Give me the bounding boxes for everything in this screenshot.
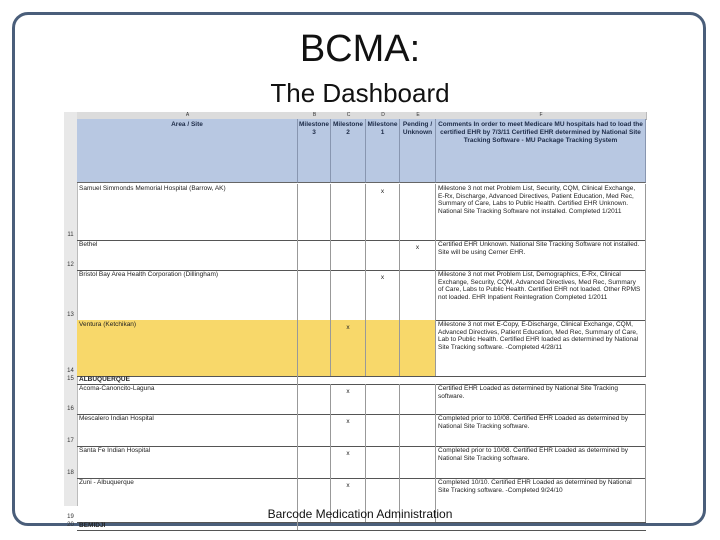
row-number: 12 — [67, 262, 74, 268]
cell-m2: x — [331, 384, 366, 414]
column-letter-e: E — [400, 112, 437, 120]
cell-site: Ventura (Ketchikan) — [77, 320, 298, 376]
cell-comment: Milestone 3 not met E-Copy, E-Discharge, Clinical Exchange, CQM, Advanced Directives, Patient Education, Med Rec, Summary of Care, Lab to Public Health. Certified EHR loaded as determined by National Site Tracking software. -Completed 4/28/11 — [436, 320, 646, 376]
cell-m1 — [366, 240, 400, 270]
table-row — [77, 446, 646, 479]
table-row — [77, 240, 646, 271]
cell-site: Acoma-Canoncito-Laguna — [77, 384, 298, 414]
header-comments: Comments In order to meet Medicare MU hospitals had to load the certified EHR by 7/3/11 Certified EHR determined by National Site Tracking Software - MU Package Tracking System — [436, 119, 646, 183]
cell-pending — [400, 384, 436, 414]
cell-m2: x — [331, 446, 366, 478]
cell-comment: Certified EHR Unknown. National Site Tracking Software not installed. Site will be using Cerner EHR. — [436, 240, 646, 270]
cell-pending — [400, 320, 436, 376]
header-milestone-3: Milestone 3 — [298, 119, 331, 183]
cell-m1 — [366, 384, 400, 414]
cell-m2: x — [331, 478, 366, 522]
table-row — [77, 184, 646, 241]
cell-m2: x — [331, 320, 366, 376]
cell-pending: x — [400, 240, 436, 270]
table-row — [77, 320, 646, 377]
slide-title: BCMA: — [299, 28, 421, 70]
cell-pending — [400, 446, 436, 478]
cell-pending — [400, 270, 436, 320]
cell-site: Mescalero Indian Hospital — [77, 414, 298, 446]
cell-m3 — [298, 446, 331, 478]
cell-m3 — [298, 320, 331, 376]
cell-m3 — [298, 240, 331, 270]
row-number: 19 — [67, 514, 74, 520]
row-number: 13 — [67, 312, 74, 318]
cell-pending — [400, 414, 436, 446]
cell-comment: Completed prior to 10/08. Certified EHR Loaded as determined by National Site Tracking software. — [436, 414, 646, 446]
cell-comment: Certified EHR Loaded as determined by National Site Tracking software. — [436, 384, 646, 414]
section-label: BEMIDJI — [77, 522, 298, 530]
row-number: 15 — [67, 376, 74, 382]
column-letter-f: F — [436, 112, 647, 120]
slide-footer: Barcode Medication Administration — [267, 507, 453, 521]
cell-m2 — [331, 270, 366, 320]
cell-comment: Completed prior to 10/08. Certified EHR Loaded as determined by National Site Tracking software. — [436, 446, 646, 478]
cell-site: Bristol Bay Area Health Corporation (Dillingham) — [77, 270, 298, 320]
row-number: 14 — [67, 368, 74, 374]
row-number: 20 — [67, 522, 74, 528]
header-milestone-2: Milestone 2 — [331, 119, 366, 183]
table-row — [77, 384, 646, 415]
cell-comment: Milestone 3 not met Problem List, Demographics, E-Rx, Clinical Exchange, Security, CQM, Advanced Directives, Med Rec, Summary of Care, Labs to Public Health. Certified EHR not loaded. Other RPMS not loaded. EHR Inpatient Reintegration Completed 1/2011 — [436, 270, 646, 320]
cell-pending — [400, 184, 436, 240]
column-letter-c: C — [331, 112, 367, 120]
cell-site: Santa Fe Indian Hospital — [77, 446, 298, 478]
cell-m1 — [366, 446, 400, 478]
column-letter-a: A — [77, 112, 299, 120]
table-row — [77, 270, 646, 321]
cell-m3 — [298, 184, 331, 240]
cell-m1 — [366, 414, 400, 446]
cell-m3 — [298, 414, 331, 446]
cell-site: Bethel — [77, 240, 298, 270]
cell-m1 — [366, 320, 400, 376]
column-letter-b: B — [298, 112, 332, 120]
header-area-site: Area / Site — [77, 119, 298, 183]
cell-site: Samuel Simmonds Memorial Hospital (Barrow, AK) — [77, 184, 298, 240]
row-number: 18 — [67, 470, 74, 476]
cell-comment: Milestone 3 not met Problem List, Security, CQM, Clinical Exchange, E-Rx, Discharge, Advanced Directives, Patient Education, Med Rec, Summary of Care, Labs to Public Health. Certified EHR Unknown. National Site Tracking Software not installed. Completed 1/2011 — [436, 184, 646, 240]
row-number: 11 — [67, 232, 74, 238]
cell-m1: x — [366, 270, 400, 320]
section-row — [77, 522, 646, 531]
header-milestone-1: Milestone 1 — [366, 119, 400, 183]
cell-site: Zuni - Albuquerque — [77, 478, 298, 522]
table-row — [77, 414, 646, 447]
section-label: ALBUQUERQUE — [77, 376, 298, 384]
cell-comment: Completed 10/10. Certified EHR Loaded as determined by National Site Tracking software. -Completed 9/24/10 — [436, 478, 646, 522]
row-number-column — [64, 112, 78, 506]
column-letter-d: D — [366, 112, 401, 120]
cell-m2 — [331, 184, 366, 240]
row-number: 16 — [67, 406, 74, 412]
cell-m2: x — [331, 414, 366, 446]
slide-subtitle: The Dashboard — [270, 78, 450, 108]
row-number: 17 — [67, 438, 74, 444]
cell-m1: x — [366, 184, 400, 240]
cell-m3 — [298, 384, 331, 414]
cell-m2 — [331, 240, 366, 270]
header-pending: Pending / Unknown — [400, 119, 436, 183]
cell-m3 — [298, 270, 331, 320]
